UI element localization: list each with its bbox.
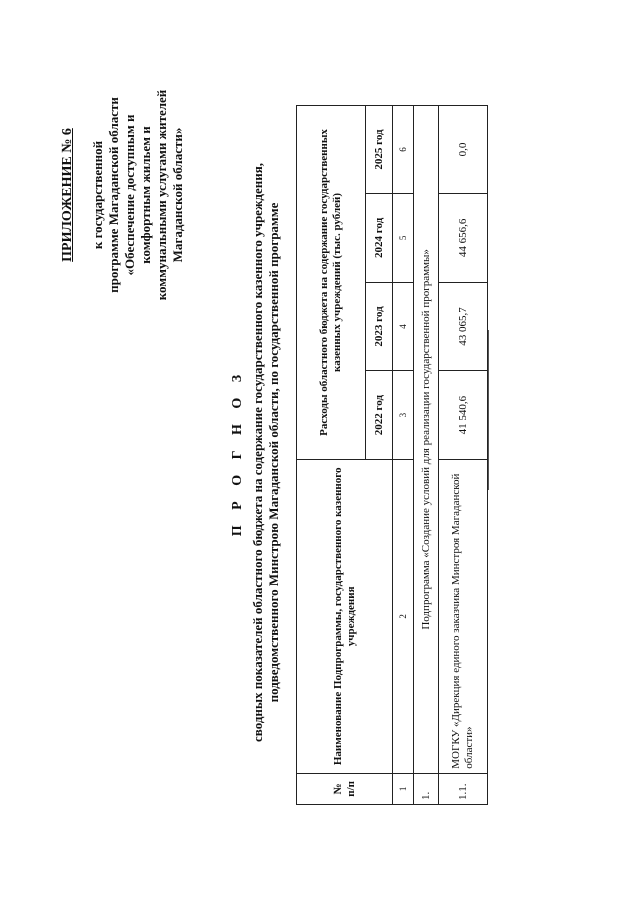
- subtitle-line: сводных показателей областного бюджета на содержание государственного казенного учреждения,: [250, 163, 265, 742]
- subprogram-title: Подпрограмма «Создание условий для реализации государственной программы»: [414, 106, 439, 774]
- institution-name: МОГКУ «Дирекция единого заказчика Минстроя Магаданской области»: [439, 459, 488, 773]
- table-row: [414, 106, 439, 805]
- index-cell: 1: [393, 773, 414, 804]
- value-cell: 41 540,6: [439, 371, 488, 460]
- appendix-line: комфортным жильем и: [138, 126, 153, 264]
- document-subtitle: [250, 30, 282, 875]
- value-cell: 0,0: [439, 106, 488, 194]
- index-cell: 2: [393, 459, 414, 773]
- value-cell: 44 656,6: [439, 194, 488, 283]
- header-year: 2024 год: [366, 194, 393, 283]
- index-cell: 5: [393, 194, 414, 283]
- subtitle-line: подведомственного Минстрою Магаданской области, по государственной программе: [266, 202, 281, 703]
- appendix-line: программе Магаданской области: [106, 97, 121, 293]
- table-row: [439, 106, 488, 805]
- header-year: 2025 год: [366, 106, 393, 194]
- index-cell: 6: [393, 106, 414, 194]
- divider-line: [488, 330, 489, 490]
- table-header-row: [297, 106, 366, 805]
- value-cell: 43 065,7: [439, 282, 488, 371]
- appendix-line: Магаданской области»: [170, 127, 185, 263]
- document-title: П Р О Г Н О З: [230, 368, 245, 537]
- index-cell: 3: [393, 371, 414, 460]
- row-number: 1.: [414, 773, 439, 804]
- header-expenses: Расходы областного бюджета на содержание государственных казенных учреждений (тыс. рублей): [297, 106, 366, 460]
- header-name: Наименование Подпрограммы, государственного казенного учреждения: [297, 459, 393, 773]
- header-year: 2022 год: [366, 371, 393, 460]
- header-year: 2023 год: [366, 282, 393, 371]
- row-number: 1.1.: [439, 773, 488, 804]
- table-index-row: [393, 106, 414, 805]
- appendix-block: [60, 45, 186, 345]
- index-cell: 4: [393, 282, 414, 371]
- appendix-line: «Обеспечение доступным и: [122, 114, 137, 276]
- appendix-title: ПРИЛОЖЕНИЕ № 6: [60, 128, 75, 262]
- header-num: № п/п: [297, 773, 393, 804]
- appendix-line: коммунальными услугами жителей: [154, 89, 169, 301]
- appendix-line: к государственной: [90, 140, 105, 250]
- forecast-table: [296, 105, 488, 805]
